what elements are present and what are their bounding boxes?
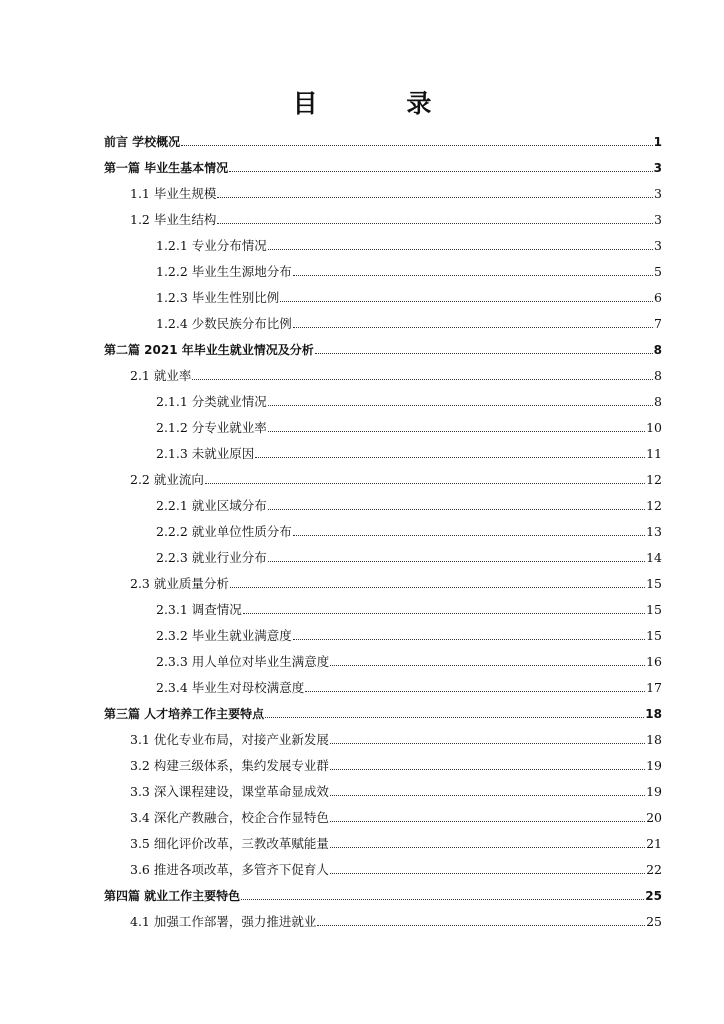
- toc-entry-page-number: 18: [645, 707, 662, 721]
- toc-entry[interactable]: [104, 306, 662, 332]
- toc-entry-label: 前言 学校概况: [104, 135, 181, 149]
- toc-entry-label: 1.2.3 毕业生性别比例: [156, 290, 280, 305]
- toc-entry-label: 2.1.2 分专业就业率: [156, 420, 267, 435]
- toc-entry[interactable]: [104, 280, 662, 306]
- toc-entry-page-number: 25: [645, 889, 662, 903]
- toc-entry[interactable]: [104, 566, 662, 592]
- toc-entry-label: 2.3.3 用人单位对毕业生满意度: [156, 654, 330, 669]
- toc-entry[interactable]: [104, 722, 662, 748]
- toc-leader-dots: [268, 561, 645, 562]
- toc-entry-page-number: 19: [646, 784, 662, 799]
- toc-entry[interactable]: [104, 670, 662, 696]
- toc-entry-page-number: 14: [646, 550, 662, 565]
- toc-entry-page-number: 17: [646, 680, 662, 695]
- toc-leader-dots: [217, 223, 653, 224]
- toc-leader-dots: [192, 379, 653, 380]
- toc-leader-dots: [293, 327, 653, 328]
- toc-entry-label: 1.2.2 毕业生生源地分布: [156, 264, 292, 279]
- toc-entry-label: 2.1.3 未就业原因: [156, 446, 255, 461]
- toc-entry-label: 2.2 就业流向: [130, 472, 204, 487]
- toc-entry-page-number: 3: [654, 212, 662, 227]
- toc-leader-dots: [280, 301, 653, 302]
- toc-leader-dots: [265, 717, 644, 718]
- toc-entry[interactable]: [104, 202, 662, 228]
- toc-leader-dots: [230, 587, 645, 588]
- toc-entry-page-number: 11: [646, 446, 662, 461]
- toc-leader-dots: [330, 769, 645, 770]
- toc-leader-dots: [243, 613, 645, 614]
- toc-entry-page-number: 25: [646, 914, 662, 929]
- toc-entry[interactable]: [104, 514, 662, 540]
- toc-leader-dots: [229, 171, 652, 172]
- toc-entry[interactable]: [104, 436, 662, 462]
- toc-entry-page-number: 15: [646, 628, 662, 643]
- toc-leader-dots: [205, 483, 645, 484]
- toc-entry[interactable]: [104, 644, 662, 670]
- toc-entry-page-number: 8: [654, 368, 662, 383]
- toc-entry[interactable]: [104, 462, 662, 488]
- toc-leader-dots: [305, 691, 645, 692]
- toc-entry-page-number: 1: [653, 135, 662, 149]
- toc-entry[interactable]: [104, 800, 662, 826]
- toc-entry-page-number: 22: [646, 862, 662, 877]
- toc-entry-page-number: 3: [653, 161, 662, 175]
- toc-leader-dots: [330, 743, 645, 744]
- toc-entry-page-number: 19: [646, 758, 662, 773]
- toc-entry-label: 1.2.4 少数民族分布比例: [156, 316, 292, 331]
- toc-entry-label: 3.3 深入课程建设，课堂革命显成效: [130, 784, 329, 799]
- toc-leader-dots: [330, 665, 645, 666]
- toc-entry[interactable]: [104, 826, 662, 852]
- toc-entry[interactable]: [104, 150, 662, 176]
- toc-entry-label: 第一篇 毕业生基本情况: [104, 161, 229, 175]
- toc-entry-label: 3.2 构建三级体系，集约发展专业群: [130, 758, 329, 773]
- toc-entry-page-number: 5: [654, 264, 662, 279]
- toc-entry[interactable]: [104, 254, 662, 280]
- toc-leader-dots: [241, 899, 644, 900]
- toc-leader-dots: [330, 873, 645, 874]
- toc-leader-dots: [268, 431, 645, 432]
- toc-entry[interactable]: [104, 488, 662, 514]
- toc-entry-label: 3.5 细化评价改革，三教改革赋能量: [130, 836, 329, 851]
- toc-entry-label: 2.2.1 就业区域分布: [156, 498, 267, 513]
- toc-entry-label: 第四篇 就业工作主要特色: [104, 889, 241, 903]
- toc-entry-label: 2.1.1 分类就业情况: [156, 394, 267, 409]
- toc-entry-page-number: 18: [646, 732, 662, 747]
- toc-entry-label: 2.1 就业率: [130, 368, 192, 383]
- toc-entry-page-number: 13: [646, 524, 662, 539]
- toc-entry-page-number: 12: [646, 498, 662, 513]
- toc-entry[interactable]: [104, 176, 662, 202]
- toc-entry[interactable]: [104, 124, 662, 150]
- toc-entry-page-number: 7: [654, 316, 662, 331]
- toc-entry[interactable]: [104, 332, 662, 358]
- toc-entry[interactable]: [104, 748, 662, 774]
- toc-leader-dots: [293, 639, 645, 640]
- toc-entry-label: 2.3.2 毕业生就业满意度: [156, 628, 292, 643]
- toc-leader-dots: [181, 145, 652, 146]
- toc-leader-dots: [315, 353, 653, 354]
- toc-entry-label: 2.2.3 就业行业分布: [156, 550, 267, 565]
- toc-entry-label: 1.2 毕业生结构: [130, 212, 217, 227]
- toc-entry[interactable]: [104, 410, 662, 436]
- toc-entry-label: 第三篇 人才培养工作主要特点: [104, 707, 265, 721]
- toc-list: [104, 124, 662, 930]
- toc-entry-page-number: 21: [646, 836, 662, 851]
- toc-leader-dots: [268, 509, 645, 510]
- toc-leader-dots: [268, 249, 653, 250]
- toc-entry[interactable]: [104, 592, 662, 618]
- toc-entry-page-number: 15: [646, 576, 662, 591]
- toc-entry-page-number: 8: [653, 343, 662, 357]
- toc-entry[interactable]: [104, 358, 662, 384]
- toc-entry-page-number: 10: [646, 420, 662, 435]
- toc-entry-label: 3.4 深化产教融合，校企合作显特色: [130, 810, 329, 825]
- toc-entry-page-number: 15: [646, 602, 662, 617]
- toc-entry-label: 1.1 毕业生规模: [130, 186, 217, 201]
- toc-entry-label: 2.3.1 调查情况: [156, 602, 242, 617]
- toc-leader-dots: [293, 535, 645, 536]
- toc-entry[interactable]: [104, 696, 662, 722]
- toc-leader-dots: [255, 457, 645, 458]
- toc-entry-label: 3.6 推进各项改革，多管齐下促育人: [130, 862, 329, 877]
- toc-entry-page-number: 3: [654, 238, 662, 253]
- toc-entry-label: 4.1 加强工作部署，强力推进就业: [130, 914, 317, 929]
- toc-entry-label: 2.3.4 毕业生对母校满意度: [156, 680, 305, 695]
- toc-leader-dots: [330, 821, 645, 822]
- toc-entry-page-number: 20: [646, 810, 662, 825]
- toc-leader-dots: [217, 197, 653, 198]
- toc-entry-page-number: 16: [646, 654, 662, 669]
- toc-entry-label: 第二篇 2021 年毕业生就业情况及分析: [104, 343, 314, 357]
- toc-entry-page-number: 3: [654, 186, 662, 201]
- toc-entry-label: 3.1 优化专业布局，对接产业新发展: [130, 732, 329, 747]
- toc-entry[interactable]: [104, 852, 662, 878]
- toc-entry[interactable]: [104, 618, 662, 644]
- toc-entry[interactable]: [104, 228, 662, 254]
- toc-entry[interactable]: [104, 774, 662, 800]
- toc-entry-label: 1.2.1 专业分布情况: [156, 238, 267, 253]
- toc-leader-dots: [330, 847, 645, 848]
- toc-entry-label: 2.3 就业质量分析: [130, 576, 229, 591]
- toc-leader-dots: [330, 795, 645, 796]
- toc-leader-dots: [268, 405, 653, 406]
- toc-entry-label: 2.2.2 就业单位性质分布: [156, 524, 292, 539]
- toc-entry[interactable]: [104, 540, 662, 566]
- toc-entry[interactable]: [104, 904, 662, 930]
- toc-entry-page-number: 8: [654, 394, 662, 409]
- toc-entry-page-number: 6: [654, 290, 662, 305]
- toc-entry[interactable]: [104, 878, 662, 904]
- toc-leader-dots: [317, 925, 645, 926]
- toc-entry-page-number: 12: [646, 472, 662, 487]
- toc-title: 目 录: [292, 89, 472, 118]
- toc-leader-dots: [293, 275, 653, 276]
- toc-entry[interactable]: [104, 384, 662, 410]
